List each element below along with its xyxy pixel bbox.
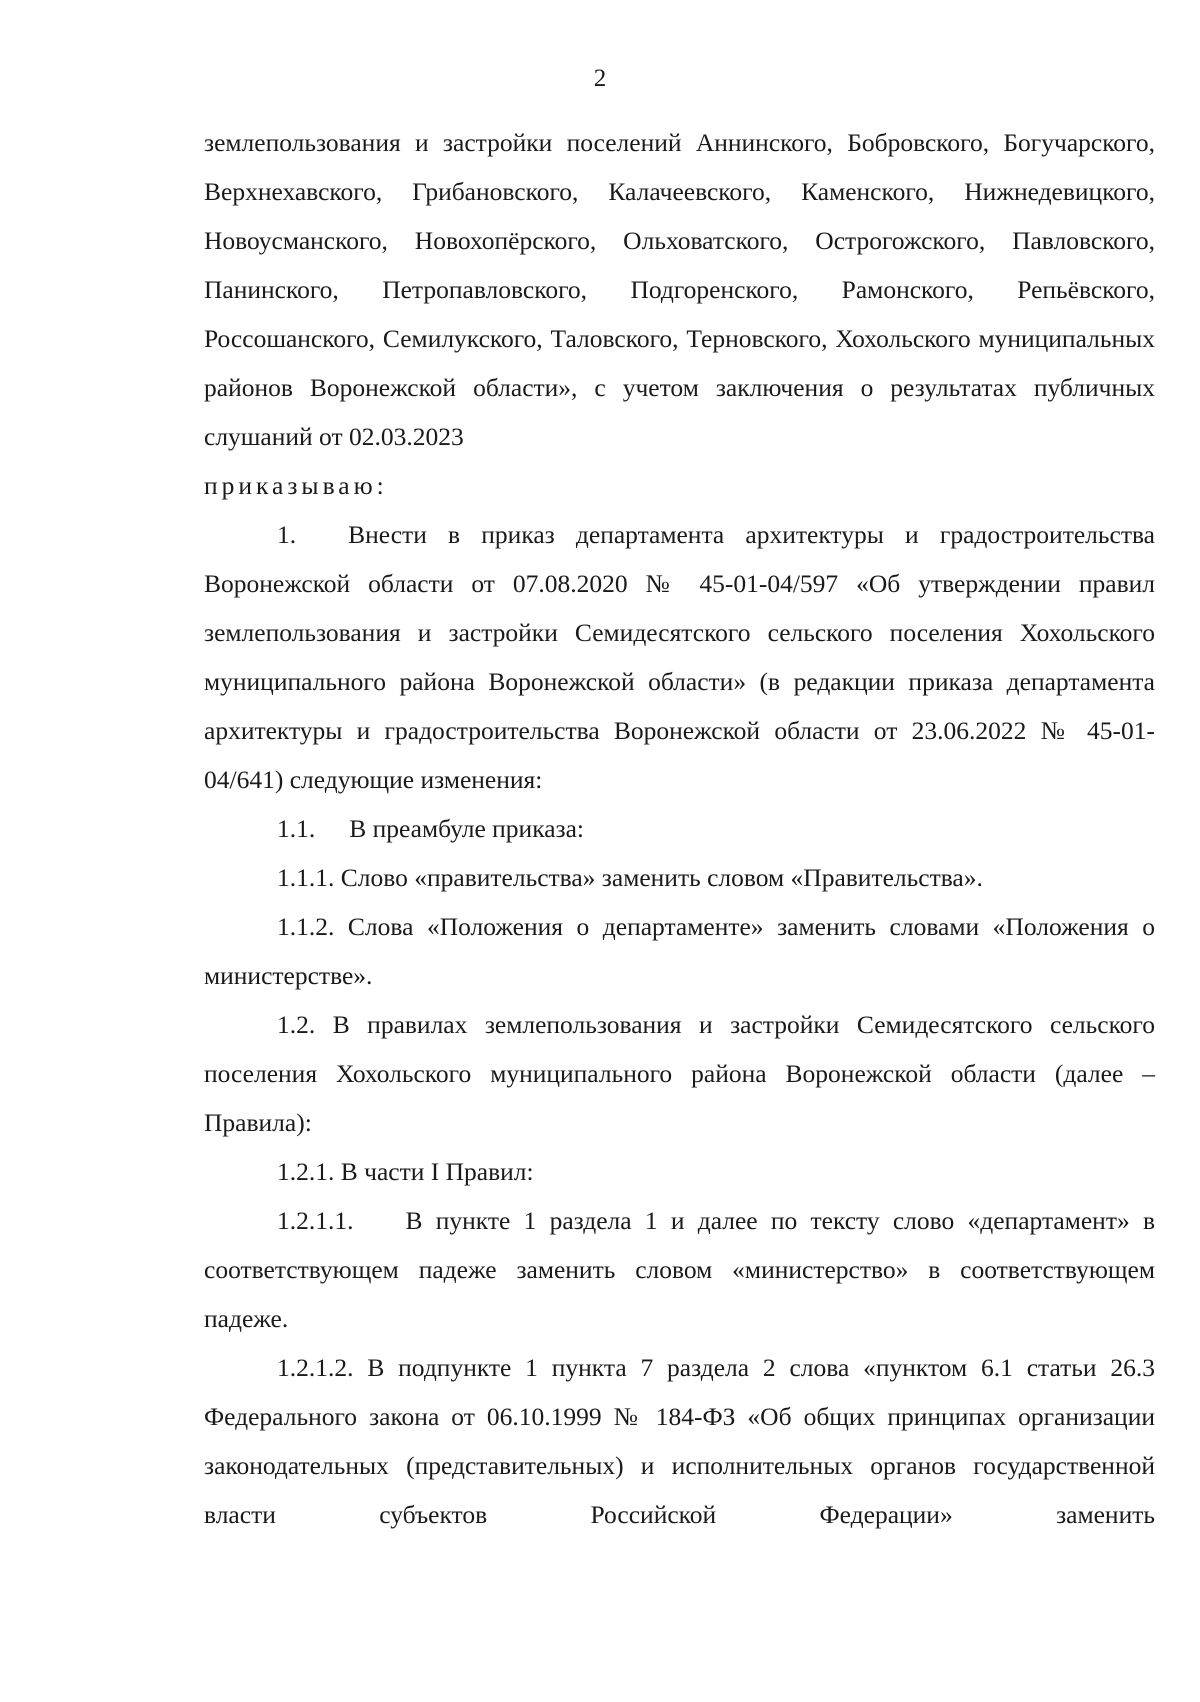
paragraph-item-1-1-1: 1.1.1. Слово «правительства» заменить словом «Правительства».: [277, 863, 983, 892]
page-number: 2: [593, 65, 607, 92]
item-text: В пункте 1 раздела 1 и далее по тексту слово «департамент» в соответствующем падеже заменить словом «министерство» в соответствующем падеже.: [204, 1206, 1155, 1333]
item-number: 1.2.1.1.: [277, 1206, 354, 1235]
paragraph-order-word: приказываю:: [204, 471, 388, 500]
paragraph-item-1-1-2: 1.1.2. Слова «Положения о департаменте» заменить словами «Положения о министерстве».: [204, 912, 1155, 990]
paragraph-item-1-2-1-1: [204, 1196, 1155, 1343]
paragraph-item-1-2: 1.2. В правилах землепользования и застройки Семидесятского сельского поселения Хохольского муниципального района Воронежской области (далее – Правила):: [204, 1010, 1155, 1137]
paragraph-item-1-1: [204, 804, 1155, 853]
paragraph-preamble-continuation: землепользования и застройки поселений Аннинского, Бобровского, Богучарского, Верхнехавского, Грибановского, Калачеевского, Каменского, Нижнедевицкого, Новоусманского, Новохопёрского, Ольховатского, Острогожского, Павловского, Панинского, Петропавловского, Подгоренского, Рамонского, Репьёвского, Россошанского, Семилукского, Таловского, Терновского, Хохольского муниципальных районов Воронежской области», с учетом заключения о результатах публичных слушаний от 02.03.2023: [204, 128, 1155, 451]
item-number: 1.: [277, 520, 297, 549]
item-text: В преамбуле приказа:: [349, 814, 585, 843]
paragraph-item-1-2-1: 1.2.1. В части I Правил:: [277, 1157, 534, 1186]
paragraph-item-1: [204, 510, 1155, 804]
document-body: [204, 118, 1155, 1539]
item-number: 1.1.: [277, 814, 316, 843]
item-text: Внести в приказ департамента архитектуры и градостроительства Воронежской области от 07.08.2020 № 45-01-04/597 «Об утверждении правил землепользования и застройки Семидесятского сельского поселения Хохольского муниципального района Воронежской области» (в редакции приказа департамента архитектуры и градостроительства Воронежской области от 23.06.2022 № 45-01-04/641) следующие изменения:: [204, 520, 1155, 794]
paragraph-item-1-2-1-2: 1.2.1.2. В подпункте 1 пункта 7 раздела 2 слова «пунктом 6.1 статьи 26.3 Федерального закона от 06.10.1999 № 184-ФЗ «Об общих принципах организации законодательных (представительных) и исполнительных органов государственной власти субъектов Российской Федерации» заменить: [204, 1353, 1155, 1529]
